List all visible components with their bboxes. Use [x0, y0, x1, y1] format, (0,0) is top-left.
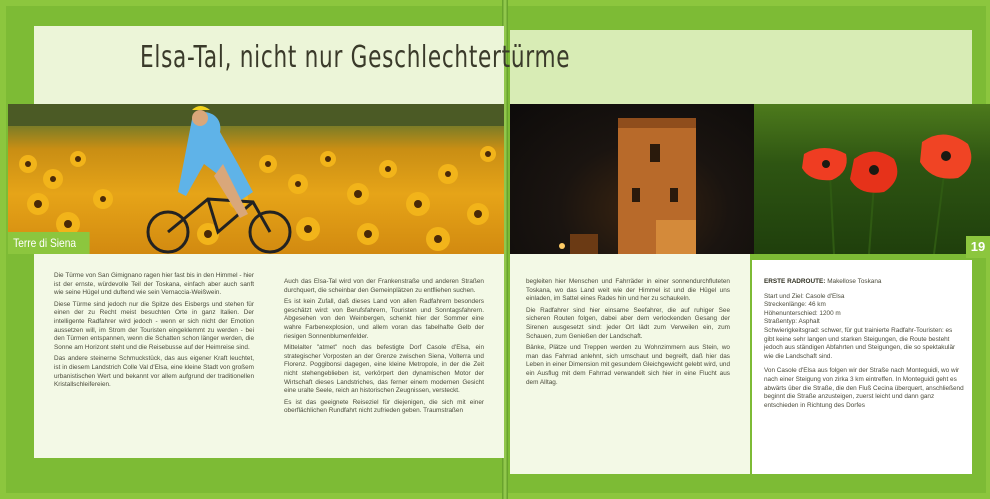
paragraph: Diese Türme sind jedoch nur die Spitze des Eisbergs und stehen für einen der zu Recht meist besuchten Orte in ganz Italien. Der intelligente Radfahrer wird jedoch - wenn er sich nicht der Emotion aussetzen will, im Strom der Touristen eingeklemmt zu werden - bei den Türmen entspannen, wenn die Schatten schon länger werden, die Sonne am Horizont steht und die Reisebusse auf der Heimreise sind. — [54, 300, 254, 351]
route-description: Von Casole d'Elsa aus folgen wir der Straße nach Monteguidi, wo wir nach einer Steigung von zirka 3 km eintreffen. In Monteguidi geht es abwärts über die Straße, die den Fluß Cecina überquert, anschließend beginnt die Straße anzusteigen, zuerst leicht und dann ganz entschieden in Richtung des Dorfes — [764, 367, 964, 409]
paragraph: begleiten hier Menschen und Fahrräder in einer sonnendurchfluteten Toskana, wo das Land weit wie der Himmel ist und die Hügel uns einladen, im Sattel eines Rades hin und her zu schaukeln. — [526, 278, 730, 303]
text-column-2 — [284, 278, 484, 419]
route-elevation: Höhenunterschied: 1200 m — [764, 309, 841, 317]
paragraph: Mittelalter "atmet" noch das befestigte Dorf Casole d'Elsa, ein strategischer Vorposten an der Grenze zwischen Siena, Volterra und Florenz. Poggibonsi dagegen, eine kleine Metropole, in der die Zeit nicht stehengeblieben ist, verkörpert den dynamischen Motor der Wirtschaft dieses Landstriches, das ferner einem modernen Gesicht eine uralte Seele, reich an historischen Zeugnissen, versteckt. — [284, 344, 484, 395]
photo-medieval-tower — [510, 104, 754, 254]
route-difficulty: Schwierigkeitsgrad: schwer, für gut trainierte Radfahr-Touristen: es gibt keine sehr langen und starken Steigungen, die Route besteht jedoch aus ständigen Abfahrten und Steigungen, die so spektakulär wie die Landschaft sind. — [764, 326, 956, 360]
paragraph: Auch das Elsa-Tal wird von der Frankenstraße und anderen Straßen durchquert, die scheinbar den Gemeinplätzen zu entfliehen suchen. — [284, 278, 484, 294]
text-column-3 — [526, 278, 730, 390]
paragraph: Es ist das geeignete Reiseziel für diejenigen, die sich mit einer oberflächlichen Rundfahrt nicht zufrieden geben. Traumstraßen — [284, 398, 484, 415]
route-subtitle: Makellose Toskana — [827, 278, 882, 285]
route-length: Streckenlänge: 46 km — [764, 301, 826, 309]
text-column-1 — [54, 272, 254, 393]
page-title: Elsa-Tal, nicht nur Geschlechtertürme — [140, 40, 571, 75]
paragraph: Die Radfahrer sind hier einsame Seefahrer, die auf ruhiger See sicheren Routen folgen, dabei aber dem verlockenden Gesang der Sirenen ausgesetzt sind: jeder Ort lädt zum Verweilen ein, zum Schauen, zum Genießen der Landschaft. — [526, 306, 730, 340]
title-panel-right — [510, 30, 972, 104]
route-details — [764, 293, 964, 362]
page-number: 19 — [966, 236, 990, 258]
tower-night-image — [510, 104, 754, 254]
photo-poppies — [754, 104, 990, 254]
paragraph: Bänke, Plätze und Treppen werden zu Wohnzimmern aus Stein, wo man das Fahrrad anlehnt, sich umschaut und begreift, daß hier das Leben in einer Dimension mit gesundem Gleichgewicht gelebt wird, und ein Ausflug mit dem Fahrrad verwandelt sich hier in eine Flucht aus dem Alltag. — [526, 344, 730, 386]
paragraph: Die Türme von San Gimignano ragen hier fast bis in den Himmel - hier ist der ernste, würdevolle Teil der Toskana, einfach aber auch sanft wie seine Hügel und duftend wie sein Vernaccia-Weißwein. — [54, 272, 254, 297]
paragraph: Das andere steinerne Schmuckstück, das aus eigener Kraft leuchtet, ist in diesem Landstrich Colle Val d'Elsa, eine kleine Stadt von großem urbanistischen Wert und bekannt vor allem aufgrund der traditionellen Kristallschleifereien. — [54, 355, 254, 389]
poppies-image — [754, 104, 990, 254]
region-label: Terre di Siena — [8, 232, 90, 254]
route-heading: ERSTE RADROUTE: — [764, 278, 826, 285]
route-road-type: Straßentyp: Asphalt — [764, 318, 820, 326]
route-start: Start und Ziel: Casole d'Elsa — [764, 292, 845, 300]
route-heading-line — [764, 278, 964, 287]
route-info — [764, 278, 964, 413]
paragraph: Es ist kein Zufall, daß dieses Land von allen Radfahrern besonders geschätzt wird: von Berufsfahrern, Touristen und Sonntagsfahrern. Abgesehen von den Weinbergen, schenkt hier der Sommer eine wahre Farbenexplosion, und allem voran das fabelhafte Gelb der riesigen Sonnenblumenfelder. — [284, 298, 484, 340]
